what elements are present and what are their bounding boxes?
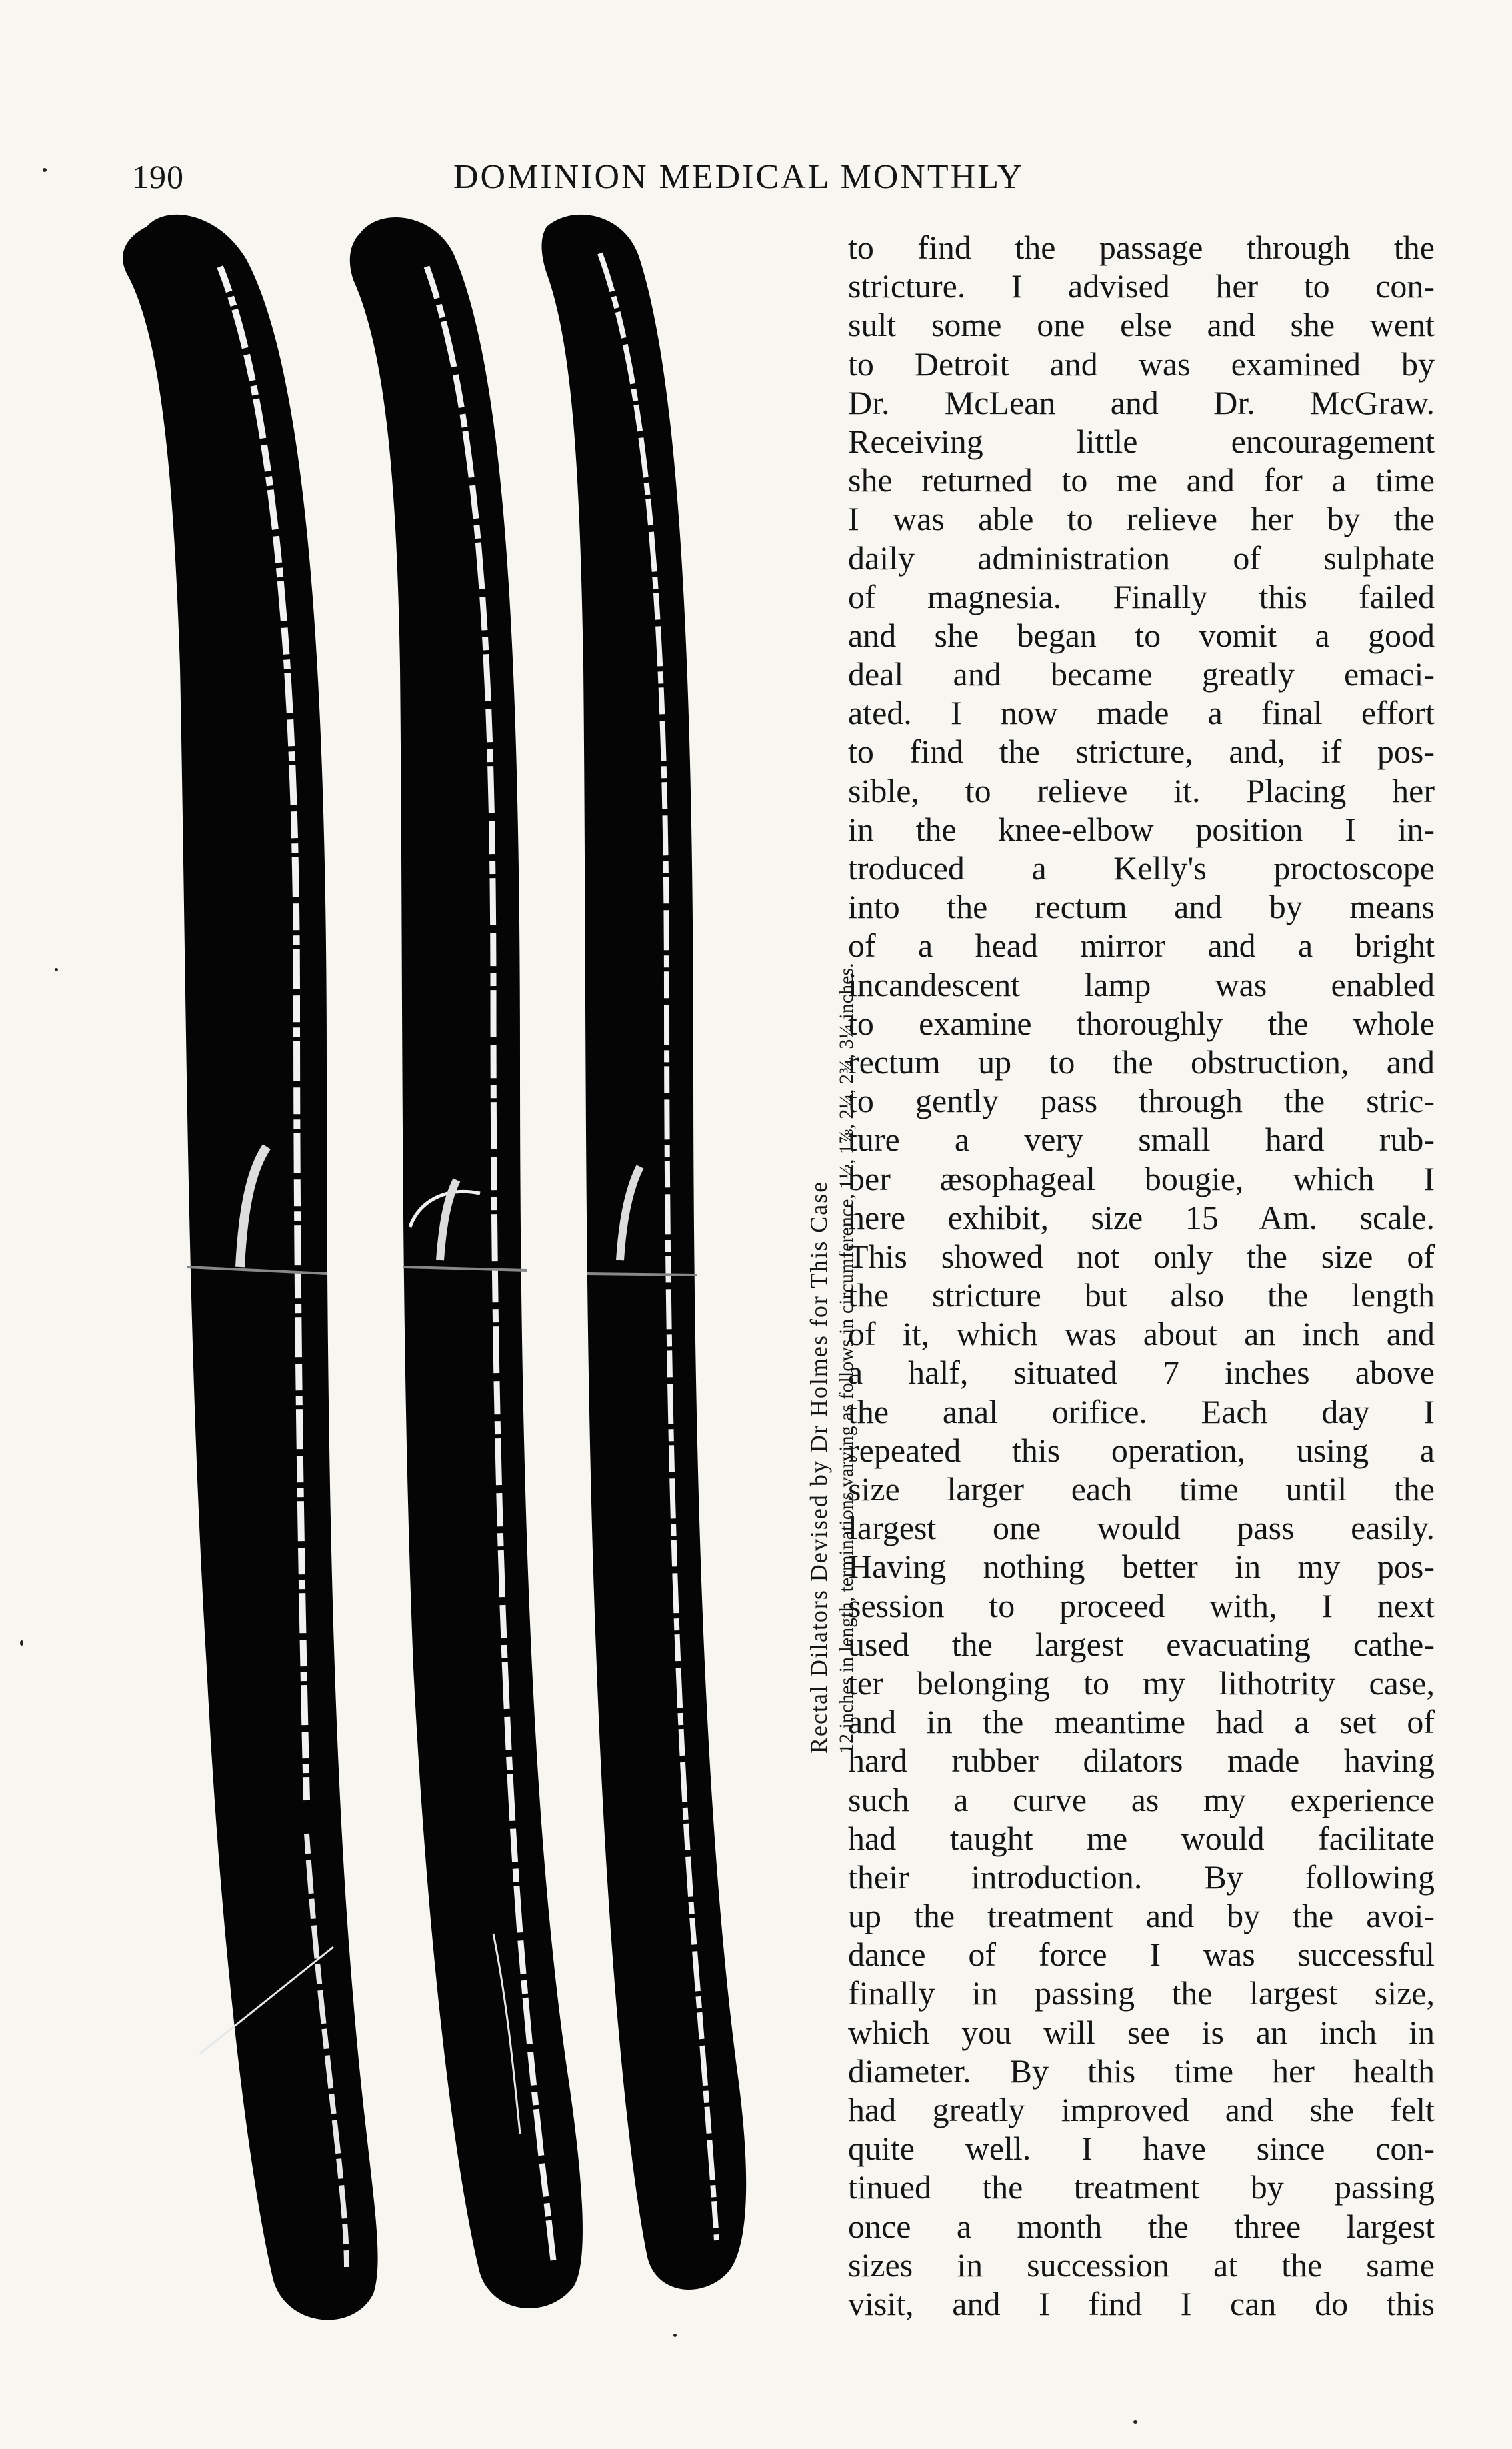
text-line: hard rubber dilators made having (848, 1742, 1435, 1780)
text-line: Receiving little encouragement (848, 422, 1435, 460)
text-line: a half, situated 7 inches above (848, 1354, 1435, 1392)
text-line: diameter. By this time her health (848, 2052, 1435, 2090)
text-line: Dr. McLean and Dr. McGraw. (848, 383, 1435, 421)
dilators-illustration (107, 200, 840, 2347)
print-speck (20, 1640, 23, 1646)
text-line: the anal orifice. Each day I (848, 1392, 1435, 1430)
text-line: sizes in succession at the same (848, 2246, 1435, 2284)
text-line: had greatly improved and she felt (848, 2091, 1435, 2128)
dilator-2 (350, 217, 583, 2308)
text-line: and she began to vomit a good (848, 616, 1435, 654)
text-line: Having nothing better in my pos- (848, 1548, 1435, 1586)
text-line: in the knee-elbow position I in- (848, 810, 1435, 848)
text-line: to find the stricture, and, if pos- (848, 733, 1435, 771)
text-line: size larger each time until the (848, 1470, 1435, 1508)
text-line: deal and became greatly emaci- (848, 655, 1435, 693)
page-header (0, 157, 1512, 204)
text-line: here exhibit, size 15 Am. scale. (848, 1198, 1435, 1236)
text-line: to Detroit and was examined by (848, 345, 1435, 383)
print-speck (1133, 2420, 1137, 2424)
text-line: had taught me would facilitate (848, 1819, 1435, 1857)
text-line: such a curve as my experience (848, 1780, 1435, 1818)
figure-caption-sub: 12 inches in length, terminations varying as follows in circumference, 1½, 1⅞, 2¼, 2¾, 3¼ inches. (835, 963, 857, 1754)
text-line: to examine thoroughly the whole (848, 1004, 1435, 1042)
dilator-3 (542, 215, 747, 2290)
print-speck (673, 2334, 677, 2337)
text-line: which you will see is an inch in (848, 2013, 1435, 2051)
text-line: troduced a Kelly's proctoscope (848, 849, 1435, 887)
text-line: of magnesia. Finally this failed (848, 577, 1435, 615)
text-line: largest one would pass easily. (848, 1509, 1435, 1547)
text-line: ture a very small hard rub- (848, 1121, 1435, 1159)
text-line: into the rectum and by means (848, 888, 1435, 926)
text-line: of a head mirror and a bright (848, 927, 1435, 965)
page-number: 190 (132, 158, 184, 195)
text-line: daily administration of sulphate (848, 539, 1435, 577)
print-speck (43, 168, 47, 172)
dilators-drawing (107, 200, 840, 2347)
text-line: ter belonging to my lithotrity case, (848, 1664, 1435, 1702)
text-line: sult some one else and she went (848, 306, 1435, 344)
running-title: DOMINION MEDICAL MONTHLY (453, 158, 1025, 196)
text-line: once a month the three largest (848, 2207, 1435, 2245)
text-line: to find the passage through the (848, 229, 1435, 266)
text-line: I was able to relieve her by the (848, 500, 1435, 538)
figure-caption-title: Rectal Dilators Devised by Dr Holmes for This Case (805, 1180, 832, 1754)
text-line: quite well. I have since con- (848, 2130, 1435, 2168)
text-line: stricture. I advised her to con- (848, 267, 1435, 305)
text-line: tinued the treatment by passing (848, 2168, 1435, 2206)
text-line: sible, to relieve it. Placing her (848, 771, 1435, 809)
text-line: of it, which was about an inch and (848, 1315, 1435, 1353)
text-line: visit, and I find I can do this (848, 2284, 1435, 2322)
text-line: to gently pass through the stric- (848, 1082, 1435, 1120)
text-line: ber æsophageal bougie, which I (848, 1159, 1435, 1197)
text-line: dance of force I was successful (848, 1936, 1435, 1974)
text-line: she returned to me and for a time (848, 461, 1435, 499)
text-line: and in the meantime had a set of (848, 1703, 1435, 1741)
text-line: rectum up to the obstruction, and (848, 1043, 1435, 1081)
text-line: session to proceed with, I next (848, 1586, 1435, 1624)
text-line: repeated this operation, using a (848, 1431, 1435, 1469)
text-line: up the treatment and by the avoi- (848, 1897, 1435, 1935)
text-line: ated. I now made a final effort (848, 694, 1435, 732)
text-line: This showed not only the size of (848, 1237, 1435, 1275)
text-line: finally in passing the largest size, (848, 1974, 1435, 2012)
dilator-1 (123, 215, 377, 2320)
print-speck (55, 968, 58, 971)
text-line: their introduction. By following (848, 1858, 1435, 1896)
text-line: used the largest evacuating cathe- (848, 1625, 1435, 1663)
body-text-column (848, 228, 1435, 2323)
text-line: incandescent lamp was enabled (848, 965, 1435, 1003)
text-line: the stricture but also the length (848, 1276, 1435, 1314)
